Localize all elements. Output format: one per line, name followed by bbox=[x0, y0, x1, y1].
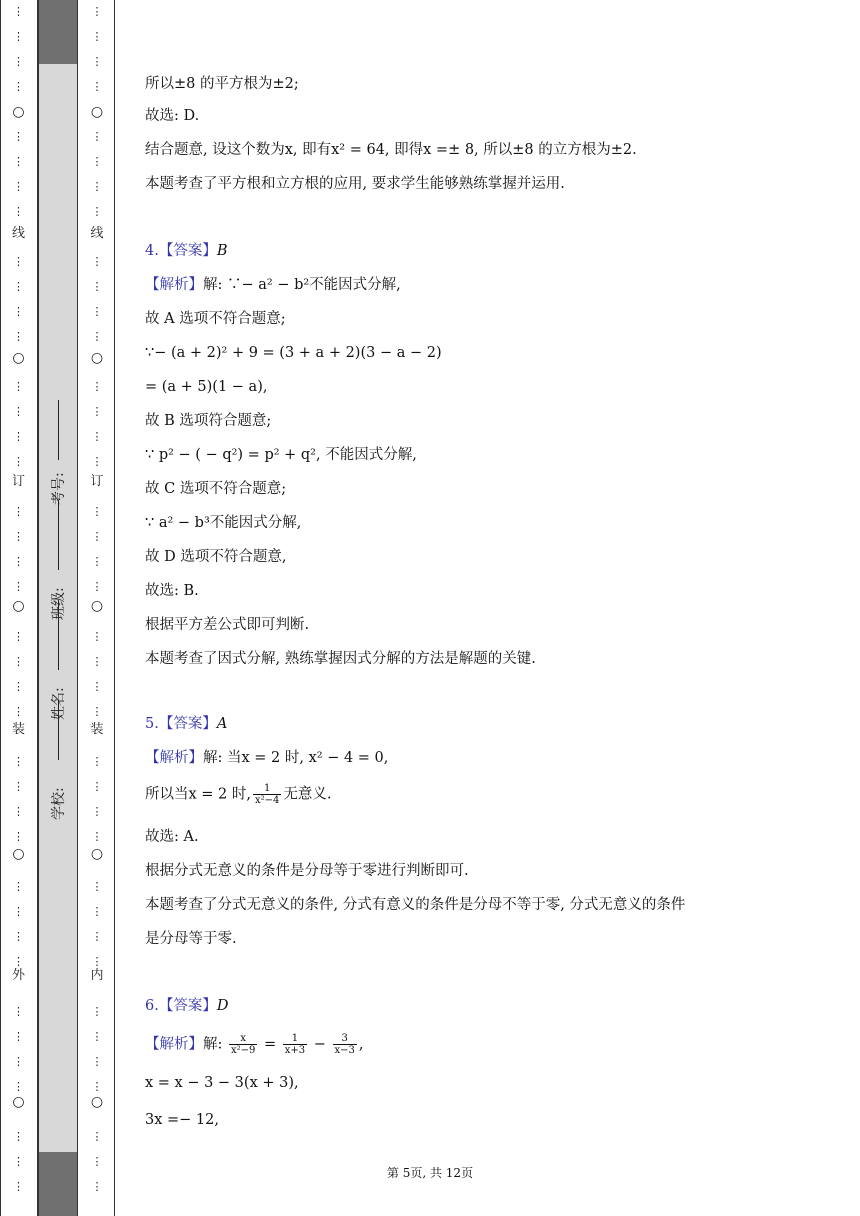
binding-dots: ⋮ bbox=[91, 455, 103, 468]
binding-dots: ⋮ bbox=[13, 1030, 24, 1043]
band-dark-bottom bbox=[39, 1152, 77, 1216]
class-label: 班级: bbox=[51, 587, 67, 620]
circle-mark-5: ○ bbox=[80, 1094, 114, 1110]
binding-dots: ⋮ bbox=[13, 630, 24, 643]
binding-dots: ⋮ bbox=[91, 1155, 103, 1168]
q5-number: 5. bbox=[145, 716, 159, 732]
q6-frac-3 bbox=[333, 1033, 357, 1056]
circle-mark-4: ○ bbox=[80, 846, 114, 862]
q3-line-1: 所以±8 的平方根为±2; bbox=[145, 76, 299, 92]
q4-line-8: 故 D 选项不符合题意, bbox=[145, 549, 287, 565]
binding-dots: ⋮ bbox=[91, 430, 103, 443]
q5-line-1: 故选: A. bbox=[145, 829, 199, 845]
binding-dots: ⋮ bbox=[91, 1055, 103, 1068]
q4-line-6: 故 C 选项不符合题意; bbox=[145, 481, 287, 497]
circle-mark-2: ○ bbox=[1, 350, 36, 366]
binding-dots: ⋮ bbox=[91, 255, 103, 268]
binding-dots: ⋮ bbox=[91, 130, 103, 143]
binding-dots: ⋮ bbox=[13, 780, 24, 793]
binding-dots: ⋮ bbox=[91, 505, 103, 518]
circle-mark-5: ○ bbox=[1, 1094, 36, 1110]
binding-dots: ⋮ bbox=[13, 255, 24, 268]
q3-line-3: 结合题意, 设这个数为x, 即有x² = 64, 即得x =± 8, 所以±8 的立方根为±2. bbox=[145, 142, 637, 158]
binding-dots: ⋮ bbox=[91, 280, 103, 293]
binding-dots: ⋮ bbox=[13, 930, 24, 943]
q6-answer-label: 【答案】 bbox=[158, 998, 217, 1014]
binding-dots: ⋮ bbox=[91, 930, 103, 943]
binding-dots: ⋮ bbox=[13, 505, 24, 518]
circle-mark-4: ○ bbox=[1, 846, 36, 862]
bottom-mark: 内 bbox=[80, 968, 114, 984]
school-label: 学校: bbox=[51, 787, 67, 820]
binding-dots: ⋮ bbox=[13, 880, 24, 893]
q6-minus: − bbox=[313, 1036, 326, 1053]
q5-answer: A bbox=[216, 716, 228, 732]
binding-dots: ⋮ bbox=[13, 30, 24, 43]
binding-dots: ⋮ bbox=[91, 305, 103, 318]
q6-frac-3-num: 3 bbox=[333, 1033, 357, 1045]
binding-dots: ⋮ bbox=[91, 1030, 103, 1043]
binding-dots: ⋮ bbox=[91, 1130, 103, 1143]
binding-dots: ⋮ bbox=[91, 180, 103, 193]
binding-dots: ⋮ bbox=[13, 955, 24, 968]
q6-frac-2 bbox=[283, 1033, 307, 1056]
binding-dots: ⋮ bbox=[91, 630, 103, 643]
q5-fraction-line bbox=[145, 783, 332, 806]
q4-answer-heading bbox=[145, 241, 228, 261]
binding-dots: ⋮ bbox=[91, 755, 103, 768]
q6-analysis-line bbox=[145, 1033, 364, 1056]
upper-mark: 线 bbox=[80, 226, 114, 242]
binding-dots: ⋮ bbox=[91, 80, 103, 93]
binding-dots: ⋮ bbox=[91, 330, 103, 343]
binding-dots: ⋮ bbox=[13, 805, 24, 818]
q4-analysis-label: 【解析】 bbox=[145, 277, 203, 293]
binding-dots: ⋮ bbox=[91, 380, 103, 393]
q6-frac-1-den: x²−9 bbox=[231, 1045, 256, 1056]
binding-dots: ⋮ bbox=[13, 155, 24, 168]
bottom-mark: 外 bbox=[1, 968, 36, 984]
binding-dots: ⋮ bbox=[13, 1080, 24, 1093]
binding-dots: ⋮ bbox=[13, 1130, 24, 1143]
binding-dots: ⋮ bbox=[13, 580, 24, 593]
binding-dots: ⋮ bbox=[13, 380, 24, 393]
q4-line-5: ∵ p² − ( − q²) = p² + q², 不能因式分解, bbox=[145, 447, 417, 463]
binding-dots: ⋮ bbox=[91, 1005, 103, 1018]
binding-dots: ⋮ bbox=[13, 555, 24, 568]
binding-dots: ⋮ bbox=[13, 530, 24, 543]
lower-mark: 装 bbox=[80, 722, 114, 738]
binding-dots: ⋮ bbox=[13, 55, 24, 68]
q5-second-post: 无意义. bbox=[283, 786, 332, 803]
binding-dots: ⋮ bbox=[91, 555, 103, 568]
q5-analysis-first: 解: 当x = 2 时, x² − 4 = 0, bbox=[203, 750, 389, 766]
binding-dots: ⋮ bbox=[91, 655, 103, 668]
q6-number: 6. bbox=[145, 998, 159, 1014]
binding-dots: ⋮ bbox=[91, 155, 103, 168]
binding-dots: ⋮ bbox=[13, 330, 24, 343]
student-info-fields bbox=[40, 380, 76, 860]
binding-dots: ⋮ bbox=[91, 705, 103, 718]
q5-line-4: 是分母等于零. bbox=[145, 931, 237, 947]
q4-line-11: 本题考查了因式分解, 熟练掌握因式分解的方法是解题的关键. bbox=[145, 651, 536, 667]
binding-dots: ⋮ bbox=[13, 5, 24, 18]
q5-fraction bbox=[253, 783, 281, 806]
binding-dots: ⋮ bbox=[91, 205, 103, 218]
binding-dots: ⋮ bbox=[91, 1080, 103, 1093]
binding-dots: ⋮ bbox=[13, 830, 24, 843]
q6-frac-1 bbox=[229, 1033, 257, 1056]
binding-dots: ⋮ bbox=[13, 1180, 24, 1193]
q6-frac-3-den: x−3 bbox=[334, 1045, 355, 1056]
binding-dots: ⋮ bbox=[91, 530, 103, 543]
q4-line-4: 故 B 选项符合题意; bbox=[145, 413, 272, 429]
binding-dots: ⋮ bbox=[91, 55, 103, 68]
binding-dots: ⋮ bbox=[13, 280, 24, 293]
circle-mark-3: ○ bbox=[80, 598, 114, 614]
binding-dots: ⋮ bbox=[91, 30, 103, 43]
q5-frac-den: x²−4 bbox=[255, 795, 280, 806]
q6-frac-1-num: x bbox=[229, 1033, 257, 1045]
binding-dots: ⋮ bbox=[13, 655, 24, 668]
q5-second-pre: 所以当x = 2 时, bbox=[145, 786, 251, 803]
middle-mark: 订 bbox=[80, 474, 114, 490]
q6-line-1: x = x − 3 − 3(x + 3), bbox=[145, 1075, 299, 1091]
binding-dots: ⋮ bbox=[13, 905, 24, 918]
circle-mark-3: ○ bbox=[1, 598, 36, 614]
binding-dots: ⋮ bbox=[91, 1180, 103, 1193]
middle-mark: 订 bbox=[1, 474, 36, 490]
q3-line-2: 故选: D. bbox=[145, 108, 200, 124]
binding-dots: ⋮ bbox=[13, 1155, 24, 1168]
q4-line-2: ∵− (a + 2)² + 9 = (3 + a + 2)(3 − a − 2) bbox=[145, 345, 442, 361]
binding-dots: ⋮ bbox=[13, 205, 24, 218]
binding-dots: ⋮ bbox=[13, 305, 24, 318]
binding-dots: ⋮ bbox=[13, 455, 24, 468]
binding-dots: ⋮ bbox=[13, 755, 24, 768]
q6-equals: = bbox=[264, 1036, 277, 1053]
name-label: 姓名: bbox=[51, 687, 67, 720]
exam-no-label: 考号: bbox=[51, 472, 67, 505]
binding-dots: ⋮ bbox=[91, 805, 103, 818]
q5-line-3: 本题考查了分式无意义的条件, 分式有意义的条件是分母不等于零, 分式无意义的条件 bbox=[145, 897, 686, 913]
band-dark-top bbox=[39, 0, 77, 64]
q5-frac-num: 1 bbox=[253, 783, 281, 795]
binding-dots: ⋮ bbox=[13, 680, 24, 693]
binding-dots: ⋮ bbox=[91, 580, 103, 593]
q4-analysis-first: 解: ∵− a² − b²不能因式分解, bbox=[203, 277, 401, 293]
binding-dots: ⋮ bbox=[91, 880, 103, 893]
binding-dots: ⋮ bbox=[91, 680, 103, 693]
q4-answer: B bbox=[216, 243, 228, 259]
page-footer: 第 5页, 共 12页 bbox=[386, 1166, 474, 1180]
binding-dots: ⋮ bbox=[13, 1055, 24, 1068]
q6-analysis-label: 【解析】 bbox=[145, 1036, 203, 1053]
q5-answer-label: 【答案】 bbox=[158, 716, 217, 732]
q4-line-7: ∵ a² − b³不能因式分解, bbox=[145, 515, 302, 531]
binding-dots: ⋮ bbox=[13, 180, 24, 193]
binding-dots: ⋮ bbox=[91, 830, 103, 843]
binding-dots: ⋮ bbox=[13, 130, 24, 143]
q6-line-2: 3x =− 12, bbox=[145, 1112, 219, 1128]
binding-dots: ⋮ bbox=[91, 955, 103, 968]
q3-line-4: 本题考查了平方根和立方根的应用, 要求学生能够熟练掌握并运用. bbox=[145, 176, 565, 192]
q4-line-9: 故选: B. bbox=[145, 583, 199, 599]
binding-dots: ⋮ bbox=[91, 905, 103, 918]
binding-dots: ⋮ bbox=[13, 705, 24, 718]
q5-analysis-label: 【解析】 bbox=[145, 750, 203, 766]
q5-analysis-line bbox=[145, 748, 388, 768]
q6-first-post: , bbox=[358, 1036, 364, 1053]
q6-first-pre: 解: bbox=[203, 1036, 223, 1053]
q4-line-1: 故 A 选项不符合题意; bbox=[145, 311, 286, 327]
q5-answer-heading bbox=[145, 714, 227, 734]
binding-dots: ⋮ bbox=[91, 5, 103, 18]
exam-no-underline bbox=[58, 400, 59, 460]
binding-dots: ⋮ bbox=[13, 80, 24, 93]
q6-frac-2-den: x+3 bbox=[284, 1045, 306, 1056]
binding-dots: ⋮ bbox=[91, 405, 103, 418]
binding-dots: ⋮ bbox=[13, 430, 24, 443]
q6-frac-2-num: 1 bbox=[283, 1033, 307, 1045]
upper-mark: 线 bbox=[1, 226, 36, 242]
binding-dots: ⋮ bbox=[13, 1005, 24, 1018]
q6-answer-heading bbox=[145, 996, 228, 1016]
q4-line-10: 根据平方差公式即可判断. bbox=[145, 617, 310, 633]
q4-line-3: = (a + 5)(1 − a), bbox=[145, 379, 268, 395]
circle-mark-1: ○ bbox=[80, 104, 114, 120]
q6-answer: D bbox=[216, 998, 229, 1014]
q4-analysis-line bbox=[145, 275, 401, 295]
q4-answer-label: 【答案】 bbox=[158, 243, 217, 259]
circle-mark-2: ○ bbox=[80, 350, 114, 366]
circle-mark-1: ○ bbox=[1, 104, 36, 120]
binding-dots: ⋮ bbox=[13, 405, 24, 418]
q4-number: 4. bbox=[145, 243, 159, 259]
q5-line-2: 根据分式无意义的条件是分母等于零进行判断即可. bbox=[145, 863, 469, 879]
binding-dots: ⋮ bbox=[91, 780, 103, 793]
lower-mark: 装 bbox=[1, 722, 36, 738]
exam-no-blank-line bbox=[58, 500, 59, 570]
